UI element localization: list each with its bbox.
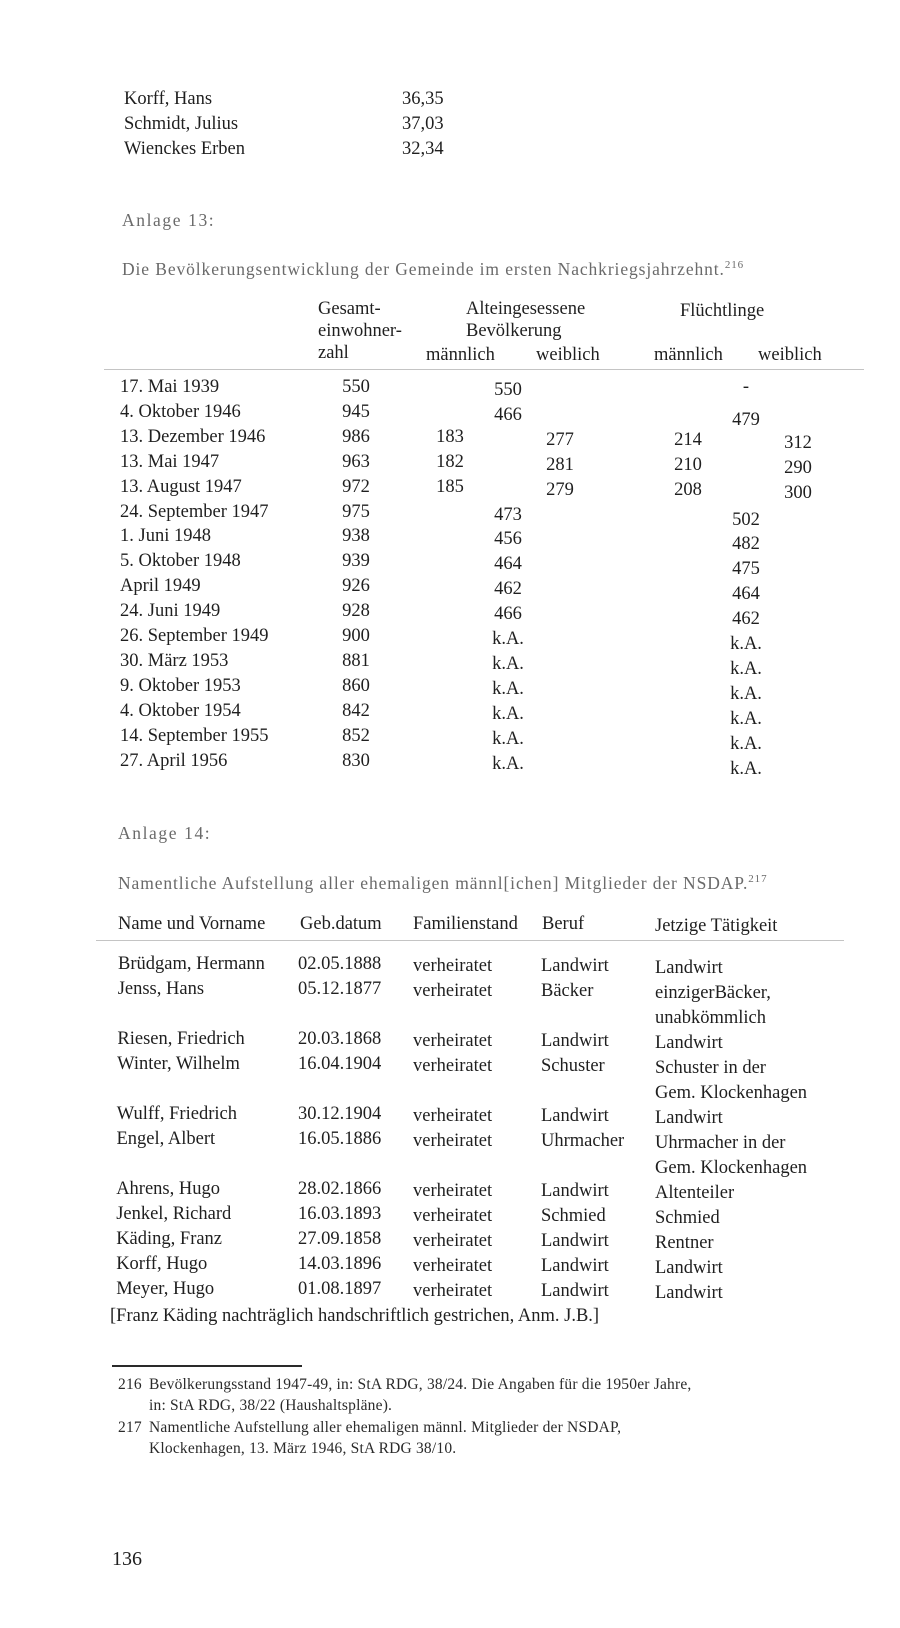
member-birthdate: 01.08.1897 xyxy=(298,1279,382,1299)
member-birthdate: 05.12.1877 xyxy=(298,979,382,999)
row-date: 26. September 1949 xyxy=(120,626,269,646)
anlage-14-title: Namentliche Aufstellung aller ehemaligen männl[ichen] Mitglieder der NSDAP.$^{217}$ xyxy=(118,873,768,893)
member-marital-status: verheiratet xyxy=(413,1231,493,1251)
member-current-activity: Landwirt xyxy=(655,1108,723,1128)
row-fl-maennlich: 208 xyxy=(674,479,702,500)
row-total: 860 xyxy=(342,675,370,696)
member-marital-status: verheiratet xyxy=(413,981,493,1001)
list-item-value: 36,35 xyxy=(402,89,444,109)
row-total: 852 xyxy=(342,725,370,746)
member-birthdate: 14.03.1896 xyxy=(298,1254,382,1274)
header-fluechtlinge: Flüchtlinge xyxy=(680,301,765,321)
member-marital-status: verheiratet xyxy=(413,1106,493,1126)
row-fluechtlinge: 479 xyxy=(732,409,760,430)
row-total: 550 xyxy=(342,377,370,397)
member-name: Engel, Albert xyxy=(116,1129,216,1149)
row-total: 975 xyxy=(342,501,370,522)
header-alteingesessene: Alteingesessene Bevölkerung xyxy=(466,299,586,341)
page-number: 136 xyxy=(112,1548,142,1570)
row-total: 938 xyxy=(342,526,370,547)
row-date: 24. Juni 1949 xyxy=(120,601,221,622)
member-current-activity: Uhrmacher in der xyxy=(655,1133,786,1153)
header-fl-maennlich: männlich xyxy=(654,345,723,365)
member-marital-status: verheiratet xyxy=(413,1031,493,1051)
row-fluechtlinge: 462 xyxy=(732,609,760,630)
row-alteingesessene: 473 xyxy=(494,504,522,525)
member-name: Jenkel, Richard xyxy=(116,1204,232,1224)
list-item-name: Schmidt, Julius xyxy=(124,114,239,134)
row-total: 830 xyxy=(342,750,370,771)
member-current-activity: Rentner xyxy=(655,1233,714,1253)
row-date: April 1949 xyxy=(120,576,201,597)
member-profession: Landwirt xyxy=(541,1281,609,1301)
row-alteingesessene: 550 xyxy=(494,380,522,400)
row-fluechtlinge: 475 xyxy=(732,559,760,580)
header-alt-weiblich: weiblich xyxy=(536,345,600,365)
member-profession: Landwirt xyxy=(541,1256,609,1276)
header-name: Name und Vorname xyxy=(118,914,266,934)
header-beruf: Beruf xyxy=(542,914,585,934)
member-profession: Bäcker xyxy=(541,981,594,1001)
row-alteingesessene: k.A. xyxy=(492,653,524,674)
row-date: 30. März 1953 xyxy=(120,650,229,671)
list-item-value: 37,03 xyxy=(402,114,444,134)
member-current-activity: Schmied xyxy=(655,1208,720,1228)
table-13-rule xyxy=(104,369,864,370)
row-alteingesessene: 456 xyxy=(494,529,522,550)
member-birthdate: 02.05.1888 xyxy=(298,954,382,974)
member-profession: Landwirt xyxy=(541,1181,609,1201)
row-fluechtlinge: k.A. xyxy=(730,758,762,779)
row-alt-weiblich: 281 xyxy=(546,454,574,475)
member-name: Winter, Wilhelm xyxy=(117,1054,240,1074)
row-total: 881 xyxy=(342,650,370,671)
member-profession: Schmied xyxy=(541,1206,606,1226)
row-date: 14. September 1955 xyxy=(120,725,269,746)
row-total: 928 xyxy=(342,601,370,622)
row-alteingesessene: k.A. xyxy=(492,753,524,774)
anlage-13-title: Die Bevölkerungsentwicklung der Gemeinde im ersten Nachkriegsjahrzehnt.$^{216}$ xyxy=(122,259,745,279)
row-date: 24. September 1947 xyxy=(120,501,269,522)
footnote-text: in: StA RDG, 38/22 (Haushaltspläne). xyxy=(149,1397,393,1414)
row-alt-maennlich: 182 xyxy=(436,451,464,472)
member-marital-status: verheiratet xyxy=(413,1206,493,1226)
member-birthdate: 16.04.1904 xyxy=(298,1054,382,1074)
row-fl-maennlich: 214 xyxy=(674,429,702,450)
member-current-activity: Landwirt xyxy=(655,1258,723,1278)
member-profession: Landwirt xyxy=(541,1106,609,1126)
row-fluechtlinge: k.A. xyxy=(730,683,762,704)
row-alteingesessene: 466 xyxy=(494,404,522,425)
row-date: 4. Oktober 1946 xyxy=(120,401,241,422)
member-profession: Landwirt xyxy=(541,1031,609,1051)
header-alt-maennlich: männlich xyxy=(426,345,495,365)
header-familienstand: Familienstand xyxy=(413,914,518,934)
member-birthdate: 20.03.1868 xyxy=(298,1029,382,1049)
member-current-activity: Landwirt xyxy=(655,1283,723,1303)
member-profession: Landwirt xyxy=(541,1231,609,1251)
list-item-name: Wienckes Erben xyxy=(124,139,245,159)
row-fluechtlinge: 502 xyxy=(732,509,760,530)
row-alteingesessene: 462 xyxy=(494,579,522,600)
row-date: 13. Mai 1947 xyxy=(120,451,220,472)
row-date: 5. Oktober 1948 xyxy=(120,551,241,572)
member-marital-status: verheiratet xyxy=(413,1256,493,1276)
header-geburtsdatum: Geb.datum xyxy=(300,914,382,934)
footnote-number: 217 xyxy=(118,1419,142,1436)
row-alt-maennlich: 183 xyxy=(436,426,464,447)
row-fluechtlinge: 482 xyxy=(732,534,760,555)
row-total: 972 xyxy=(342,476,370,497)
member-current-activity: Schuster in der xyxy=(655,1058,766,1078)
row-fluechtlinge: k.A. xyxy=(730,708,762,729)
row-fl-weiblich: 300 xyxy=(784,482,812,503)
footnote-text: Klockenhagen, 13. März 1946, StA RDG 38/10. xyxy=(149,1440,457,1457)
member-name: Meyer, Hugo xyxy=(116,1279,215,1299)
row-date: 27. April 1956 xyxy=(120,750,228,771)
footnote-text: Namentliche Aufstellung aller ehemaligen männl. Mitglieder der NSDAP, xyxy=(149,1419,622,1436)
member-profession: Schuster xyxy=(541,1056,605,1076)
row-alt-weiblich: 279 xyxy=(546,479,574,500)
row-fluechtlinge: k.A. xyxy=(730,634,762,654)
list-item-value: 32,34 xyxy=(402,139,444,159)
row-date: 1. Juni 1948 xyxy=(120,526,211,547)
member-current-activity: einzigerBäcker, xyxy=(655,983,771,1003)
header-taetigkeit: Jetzige Tätigkeit xyxy=(655,916,778,936)
row-fl-maennlich: 210 xyxy=(674,454,702,475)
row-total: 945 xyxy=(342,401,370,422)
row-date: 13. August 1947 xyxy=(120,476,242,497)
row-date: 13. Dezember 1946 xyxy=(120,426,266,447)
header-gesamt: Gesamt- einwohner- zahl xyxy=(318,299,402,363)
member-marital-status: verheiratet xyxy=(413,1056,493,1076)
member-current-activity: Altenteiler xyxy=(655,1183,735,1203)
member-marital-status: verheiratet xyxy=(413,1131,493,1151)
editor-note: [Franz Käding nachträglich handschriftlich gestrichen, Anm. J.B.] xyxy=(110,1306,600,1326)
footnote-ref-216: 216 xyxy=(724,259,745,272)
member-name: Brüdgam, Hermann xyxy=(118,954,265,974)
table-14-rule xyxy=(96,940,844,941)
member-name: Korff, Hugo xyxy=(116,1254,208,1274)
member-name: Ahrens, Hugo xyxy=(116,1179,220,1199)
member-current-activity: Gem. Klockenhagen xyxy=(655,1083,808,1103)
member-birthdate: 28.02.1866 xyxy=(298,1179,382,1199)
row-total: 986 xyxy=(342,426,370,447)
row-fl-weiblich: 312 xyxy=(784,432,812,453)
row-total: 842 xyxy=(342,700,370,721)
member-birthdate: 16.05.1886 xyxy=(298,1129,382,1149)
anlage-13-label: Anlage 13: xyxy=(122,210,216,230)
row-fl-weiblich: 290 xyxy=(784,457,812,478)
row-fluechtlinge: 464 xyxy=(732,584,760,605)
member-birthdate: 30.12.1904 xyxy=(298,1104,382,1124)
row-date: 9. Oktober 1953 xyxy=(120,675,241,696)
row-alteingesessene: k.A. xyxy=(492,678,524,699)
member-birthdate: 16.03.1893 xyxy=(298,1204,382,1224)
header-fl-weiblich: weiblich xyxy=(758,345,822,365)
member-birthdate: 27.09.1858 xyxy=(298,1229,382,1249)
member-marital-status: verheiratet xyxy=(413,1281,493,1301)
row-date: 17. Mai 1939 xyxy=(120,377,220,397)
member-current-activity: Landwirt xyxy=(655,958,723,978)
row-fluechtlinge: - xyxy=(742,377,750,397)
footnote-number: 216 xyxy=(118,1376,142,1393)
anlage-14-label: Anlage 14: xyxy=(118,823,212,843)
member-name: Jenss, Hans xyxy=(117,979,205,999)
footnote-rule xyxy=(112,1365,302,1367)
member-name: Käding, Franz xyxy=(116,1229,223,1249)
row-alteingesessene: k.A. xyxy=(492,728,524,749)
member-current-activity: Landwirt xyxy=(655,1033,723,1053)
member-current-activity: Gem. Klockenhagen xyxy=(655,1158,808,1178)
row-total: 939 xyxy=(342,551,370,572)
row-total: 926 xyxy=(342,576,370,597)
member-name: Wulff, Friedrich xyxy=(116,1104,237,1124)
row-fluechtlinge: k.A. xyxy=(730,658,762,679)
footnote-ref-217: 217 xyxy=(748,873,768,886)
row-total: 963 xyxy=(342,451,370,472)
row-alteingesessene: 466 xyxy=(494,604,522,625)
member-marital-status: verheiratet xyxy=(413,1181,493,1201)
row-alt-weiblich: 277 xyxy=(546,429,574,450)
row-alteingesessene: k.A. xyxy=(492,703,524,724)
row-total: 900 xyxy=(342,626,370,646)
row-fluechtlinge: k.A. xyxy=(730,733,762,754)
member-marital-status: verheiratet xyxy=(413,956,493,976)
member-current-activity: unabkömmlich xyxy=(655,1008,766,1028)
row-alteingesessene: 464 xyxy=(494,554,522,575)
member-profession: Uhrmacher xyxy=(541,1131,625,1151)
row-alt-maennlich: 185 xyxy=(436,476,464,497)
row-date: 4. Oktober 1954 xyxy=(120,700,241,721)
row-alteingesessene: k.A. xyxy=(492,629,524,649)
member-name: Riesen, Friedrich xyxy=(117,1029,245,1049)
footnote-text: Bevölkerungsstand 1947-49, in: StA RDG, 38/24. Die Angaben für die 1950er Jahre, xyxy=(149,1376,692,1393)
list-item-name: Korff, Hans xyxy=(124,89,213,109)
member-profession: Landwirt xyxy=(541,956,609,976)
